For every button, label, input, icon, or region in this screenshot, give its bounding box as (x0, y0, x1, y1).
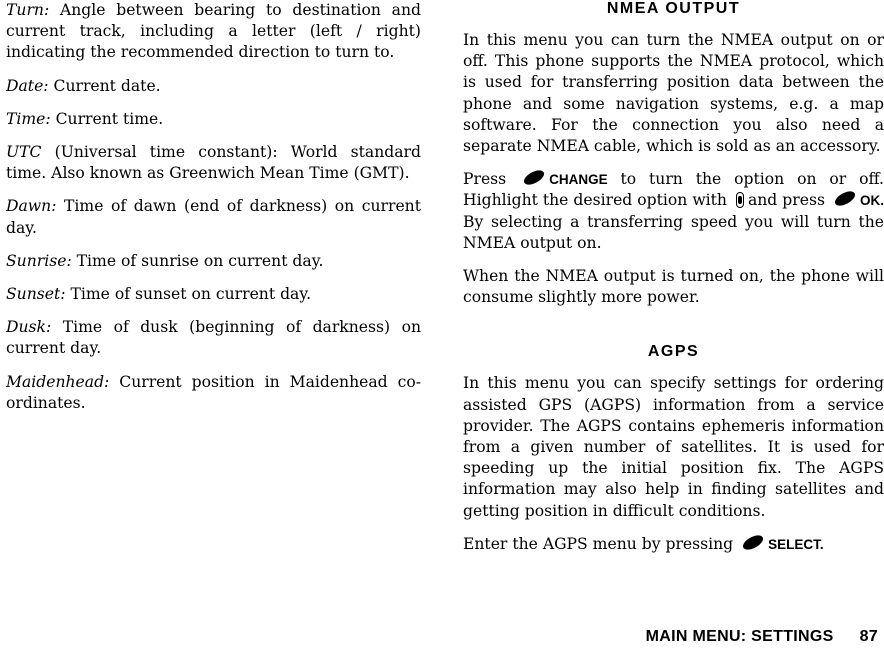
term-time: Time: (6, 109, 51, 128)
scroll-key-icon (736, 192, 744, 208)
definition-time (6, 109, 421, 130)
instruction-text: to turn the option on or off. Highlight the desired option with (463, 170, 884, 210)
page-footer (646, 628, 878, 646)
left-softkey-icon (522, 168, 547, 188)
instruction-text: Enter the AGPS menu by pressing (463, 534, 734, 553)
left-softkey-icon (833, 189, 858, 209)
definition-text: Current time. (50, 109, 164, 128)
nmea-output-heading: NMEA OUTPUT (606, 0, 741, 17)
select-key-label: SELECT. (768, 536, 824, 552)
agps-enter-paragraph (463, 534, 884, 555)
term-dusk: Dusk: (6, 318, 52, 337)
term-dawn: Dawn: (6, 197, 57, 216)
definition-text: Time of sunrise on current day. (71, 251, 324, 270)
instruction-text: Press (463, 170, 507, 189)
definition-text: Time of dusk (beginning of darkness) on current day. (6, 318, 421, 358)
term-maidenhead: Maidenhead: (6, 372, 110, 391)
definition-turn (6, 0, 421, 64)
definition-sunset (6, 284, 421, 305)
right-column (463, 0, 884, 567)
definition-sunrise (6, 251, 421, 272)
definition-text: Current date. (48, 76, 161, 95)
nmea-power-paragraph: When the NMEA output is turned on, the phone will consume slightly more power. (463, 267, 884, 307)
definition-utc (6, 142, 421, 184)
term-date: Date: (6, 76, 49, 95)
agps-intro-paragraph: In this menu you can specify settings for ordering assisted GPS (AGPS) information from a service provider. The AGPS contains ephemeris information from a given number of satellites. It is used for speeding up the initial position fix. The AGPS information may also help in finding satellites and getting position in difficult conditions. (463, 374, 884, 520)
definition-text: Angle between bearing to destination and current track, including a letter (left / right) indicating the recommended direction to turn to. (6, 1, 421, 62)
definition-text: (Universal time constant): World standard time. Also known as Greenwich Mean Time (GMT). (6, 143, 421, 183)
agps-heading: AGPS (647, 343, 700, 361)
definition-text: Time of dawn (end of darkness) on current day. (6, 197, 421, 237)
definition-date (6, 76, 421, 97)
nmea-instructions-paragraph (463, 169, 884, 254)
instruction-text: By selecting a transferring speed you will turn the NMEA output on. (463, 212, 884, 252)
nmea-intro-paragraph: In this menu you can turn the NMEA output on or off. This phone supports the NMEA protocol, which is used for transferring position data between the phone and some navigation systems, e.g. a map software. For the connection you also need a separate NMEA cable, which is sold as an accessory. (463, 31, 884, 156)
term-sunset: Sunset: (6, 285, 66, 304)
definition-dusk (6, 317, 421, 359)
left-column (6, 0, 421, 426)
footer-section-title: MAIN MENU: SETTINGS (645, 628, 834, 645)
definition-text: Time of sunset on current day. (65, 285, 312, 304)
change-key-label: CHANGE (549, 172, 608, 188)
term-turn: Turn: (6, 1, 50, 19)
left-softkey-icon (741, 532, 766, 552)
term-utc: UTC (6, 143, 42, 162)
page-number: 87 (859, 628, 878, 645)
definition-text: Current position in Maidenhead co-ordinates. (6, 372, 421, 412)
definition-dawn (6, 196, 421, 238)
term-sunrise: Sunrise: (6, 251, 72, 270)
ok-key-label: OK. (859, 193, 884, 209)
definition-maidenhead (6, 372, 421, 414)
instruction-text: and press (747, 191, 825, 210)
